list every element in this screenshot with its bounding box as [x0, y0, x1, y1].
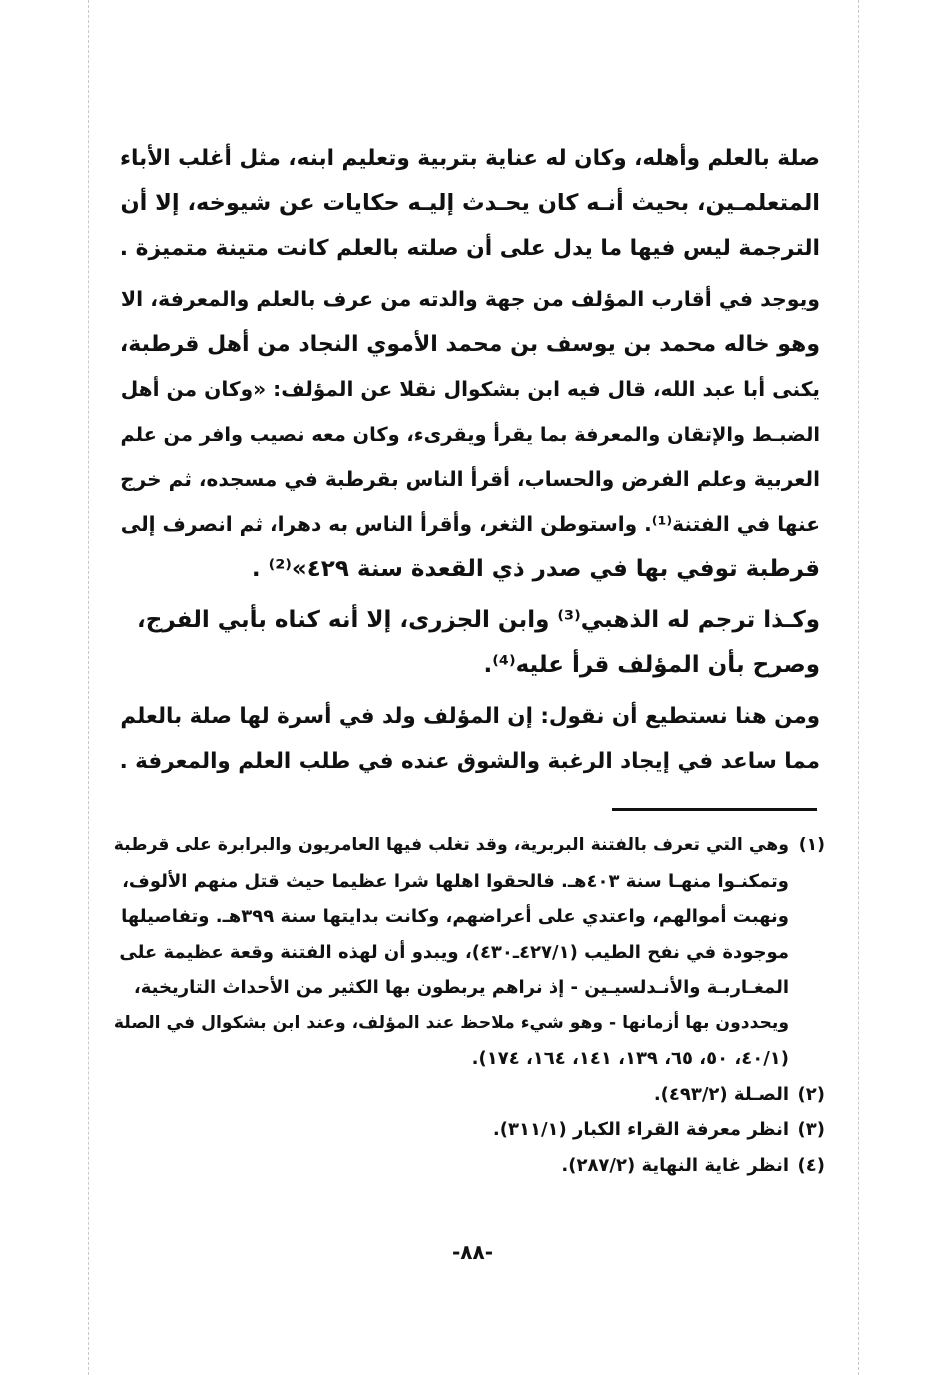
- footnote-text: انظر غاية النهاية (٢٨٧/٢).: [561, 1154, 789, 1176]
- text-line: المتعلمـين، بحيث أنـه كان يحـدث إليـه حكايات عن شيوخه، إلا أن: [120, 190, 820, 216]
- footnote-line: [115, 828, 825, 864]
- footnote-line: ونهبت أموالهم، واعتدي على أعراضهم، وكانت بدايتها سنة ٣٩٩هـ. وتفاصيلها: [121, 906, 789, 927]
- footnote-text: وهي التي تعرف بالفتنة البربرية، وقد تغلب فيها العامريون والبرابرة على قرطبة: [113, 835, 789, 855]
- footnote-line: [115, 1148, 825, 1184]
- footnotes: [115, 828, 825, 1183]
- footnote-text: انظر معرفة القراء الكبار (٣١١/١).: [492, 1119, 789, 1140]
- footnote-text: الصـلة (٤٩٣/٢).: [653, 1083, 789, 1105]
- text-line: مما ساعد في إيجاد الرغبة والشوق عنده في طلب العلم والمعرفة .: [119, 749, 820, 774]
- text-line: يكنى أبا عبد الله، قال فيه ابن بشكوال نقلا عن المؤلف: «وكان من أهل: [120, 377, 820, 401]
- paragraph: [120, 277, 820, 592]
- footnote-separator: [612, 808, 817, 811]
- footnote-line: وتمكنـوا منهـا سنة ٤٠٣هـ. فالحقوا اهلها شرا عظيما حيث قتل منهم الألوف،: [122, 870, 789, 892]
- footnote: [115, 828, 825, 1077]
- footnote-line: [115, 1112, 825, 1148]
- footnote-line: [115, 1077, 825, 1113]
- text-line: ومن هنا نستطيع أن نقول: إن المؤلف ولد في أسرة لها صلة بالعلم: [120, 704, 820, 729]
- right-margin-guide: [858, 0, 859, 1375]
- footnote-number: (٢): [797, 1083, 825, 1105]
- text-line: الترجمة ليس فيها ما يدل على أن صلته بالعلم كانت متينة متميزة .: [119, 236, 820, 261]
- footnote-number: (٣): [797, 1119, 825, 1140]
- footnote-line: (٤٠/١، ٥٠، ٦٥، ١٣٩، ١٤١، ١٦٤، ١٧٤).: [471, 1048, 789, 1069]
- paragraph: [120, 598, 820, 688]
- text-line: عنها في الفتنة⁽¹⁾. واستوطن الثغر، وأقرأ الناس به دهرا، ثم انصرف إلى: [120, 512, 820, 536]
- text-line: الضبـط والإتقان والمعرفة بما يقرأ ويقرىء، وكان معه نصيب وافر من علم: [120, 423, 820, 446]
- text-line: وكـذا ترجم له الذهبي⁽³⁾ وابن الجزرى، إلا أنه كناه بأبي الفرج،: [137, 607, 820, 633]
- footnote: [115, 1148, 825, 1184]
- paragraph: [120, 694, 820, 784]
- footnote-number: (١): [798, 835, 825, 855]
- footnote: [115, 1077, 825, 1113]
- text-line: وصرح بأن المؤلف قرأ عليه⁽⁴⁾.: [483, 652, 820, 678]
- text-line: العربية وعلم الفرض والحساب، أقرأ الناس بقرطبة في مسجده، ثم خرج: [120, 467, 820, 491]
- footnote: [115, 1112, 825, 1148]
- text-line: صلة بالعلم وأهله، وكان له عناية بتربية وتعليم ابنه، مثل أغلب الأباء: [119, 146, 820, 171]
- page-number: -٨٨-: [451, 1240, 494, 1264]
- footnote-line: موجودة في نفح الطيب (٤٢٧/١ـ٤٣٠)، ويبدو أن لهذه الفتنة وقعة عظيمة على: [119, 941, 789, 963]
- paragraph: [120, 136, 820, 271]
- main-text: [120, 136, 820, 784]
- left-margin-guide: [88, 0, 89, 1375]
- footnote-number: (٤): [797, 1154, 825, 1176]
- text-line: قرطبة توفي بها في صدر ذي القعدة سنة ٤٢٩»⁽²⁾ .: [251, 556, 820, 582]
- footnote-line: المغـاربـة والأنـدلسيـين - إذ نراهم يربطون بها الكثير من الأحداث التاريخية،: [133, 977, 789, 998]
- text-line: وهو خاله محمد بن يوسف بن محمد الأموي النجاد من أهل قرطبة،: [119, 332, 820, 357]
- text-line: ويوجد في أقارب المؤلف من جهة والدته من عرف بالعلم والمعرفة، الا: [120, 287, 820, 311]
- footnote-line: ويحددون بها أزمانها - وهو شيء ملاحظ عند المؤلف، وعند ابن بشكوال في الصلة: [113, 1012, 789, 1033]
